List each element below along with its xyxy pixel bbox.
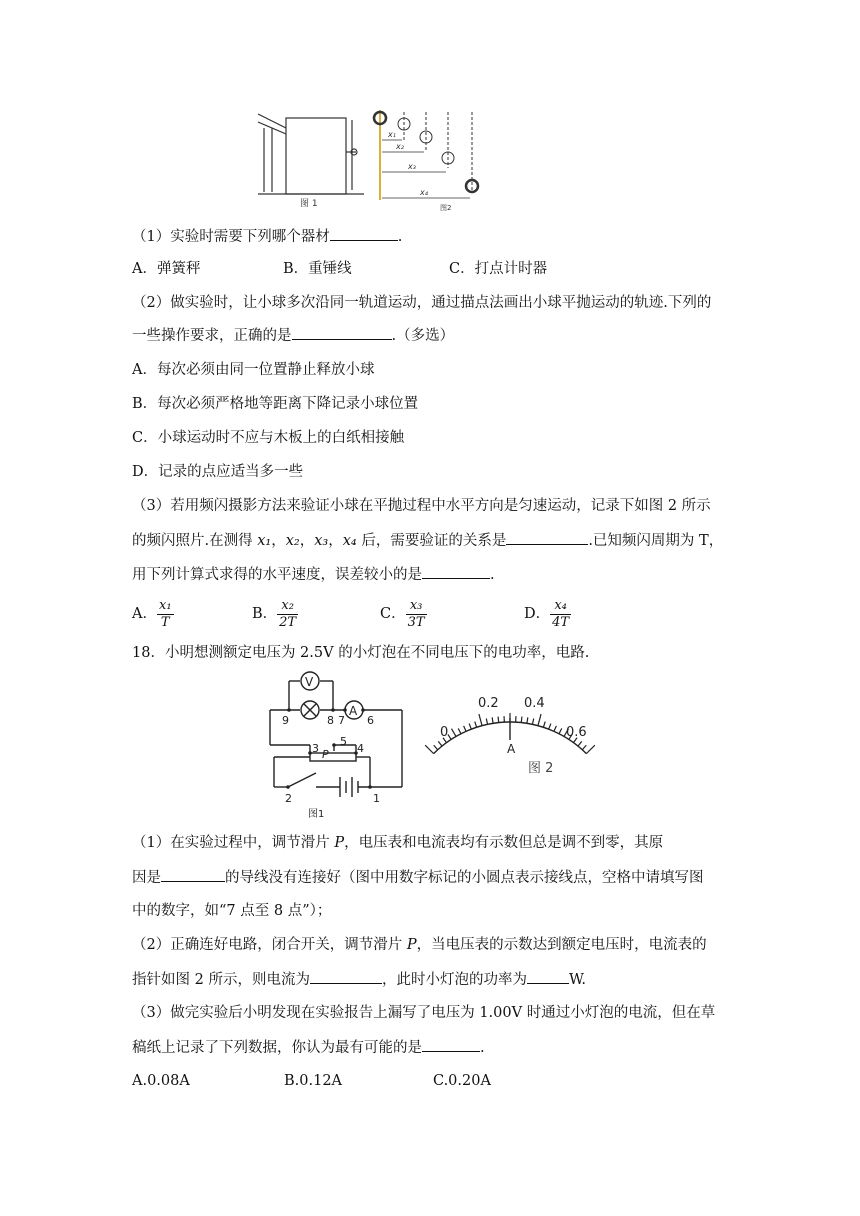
dial-tick bbox=[586, 745, 594, 753]
node-1: 1 bbox=[373, 792, 380, 805]
q17-p1-option-a: A．弹簧秤 bbox=[132, 261, 201, 277]
q17-p1-text: （1）实验时需要下列哪个器材 bbox=[132, 229, 330, 245]
tick-label-0: 0 bbox=[440, 725, 449, 740]
projectile-figure bbox=[0, 0, 860, 220]
q17-p2-line2: 一些操作要求，正确的是 .（多选） bbox=[132, 325, 454, 346]
x1-label: x₁ bbox=[388, 130, 396, 139]
ammeter-dial bbox=[0, 680, 860, 800]
q18-p3-option-b: B.0.12A bbox=[284, 1073, 343, 1089]
tick-label-0-4: 0.4 bbox=[524, 696, 545, 711]
q18-p3-option-c: C.0.20A bbox=[433, 1073, 491, 1089]
dial-tick bbox=[448, 734, 451, 739]
q18-stem: 18．小明想测额定电压为 2.5V 的小灯泡在不同电压下的电功率，电路. bbox=[132, 645, 590, 661]
dial-caption: 图 2 bbox=[528, 761, 554, 776]
dial-tick bbox=[486, 718, 487, 724]
q17-p3-option-a: A． $\frac{\text{x₁}}{T}$ bbox=[132, 597, 172, 630]
answer-blank[interactable] bbox=[310, 969, 382, 984]
q17-p3-option-c: C． $\frac{\text{x₃}}{3T}$ bbox=[380, 597, 425, 630]
dial-tick bbox=[498, 717, 499, 723]
dial-tick bbox=[469, 724, 471, 730]
q18-p1-line1: （1）在实验过程中，调节滑片 P，电压表和电流表均有示数但总是调不到零，其原 bbox=[132, 835, 664, 851]
q17-p1-option-b: B．重锤线 bbox=[283, 261, 352, 277]
ammeter-symbol: A bbox=[349, 704, 358, 718]
node-9: 9 bbox=[282, 714, 289, 727]
x3-label: x₃ bbox=[408, 162, 416, 171]
q17-p1-option-c: C．打点计时器 bbox=[449, 261, 548, 277]
q18-p2-line1: （2）正确连好电路，闭合开关，调节滑片 P，当电压表的示数达到额定电压时，电流表的 bbox=[132, 937, 707, 953]
q18-p1-line2: 因是 的导线没有连接好（图中用数字标记的小圆点表示接线点，空格中请填写图 bbox=[132, 867, 704, 888]
dial-tick bbox=[527, 717, 528, 723]
dial-tick bbox=[559, 728, 562, 733]
figure2-caption: 图2 bbox=[440, 204, 452, 212]
q18-p2-line2: 指针如图 2 所示，则电流为 ，此时小灯泡的功率为 W. bbox=[132, 969, 586, 990]
dial-tick bbox=[458, 728, 461, 733]
strobe-diagram bbox=[374, 110, 478, 200]
voltmeter-symbol: V bbox=[305, 675, 314, 689]
dial-tick bbox=[492, 717, 493, 723]
dial-tick bbox=[475, 722, 477, 728]
dial-tick bbox=[554, 726, 556, 731]
q18-p3-line2: 稿纸上记录了下列数据，你认为最有可能的是 . bbox=[132, 1037, 485, 1058]
dial-tick bbox=[549, 724, 551, 730]
dial-tick bbox=[479, 714, 482, 726]
dial-tick bbox=[582, 745, 586, 749]
node-7: 7 bbox=[338, 714, 345, 727]
tick-label-0-6: 0.6 bbox=[566, 725, 587, 740]
dial-tick bbox=[452, 729, 457, 737]
node-2: 2 bbox=[285, 792, 292, 805]
x2-label: x₂ bbox=[396, 142, 404, 151]
node-5: 5 bbox=[340, 735, 347, 748]
node-3: 3 bbox=[312, 742, 319, 755]
q17-p3-line1: （3）若用频闪摄影方法来验证小球在平抛过程中水平方向是匀速运动，记录下如图 2 所示 bbox=[132, 498, 711, 514]
figure1-caption: 图 1 bbox=[300, 199, 318, 209]
answer-blank[interactable] bbox=[422, 564, 490, 579]
dial-tick bbox=[464, 726, 466, 731]
apparatus-diagram bbox=[258, 114, 364, 194]
answer-blank[interactable] bbox=[422, 1037, 480, 1052]
dial-tick bbox=[425, 745, 433, 753]
q17-p3-option-d: D． $\frac{\text{x₄}}{4T}$ bbox=[524, 597, 570, 630]
dial-tick bbox=[438, 741, 442, 746]
node-8: 8 bbox=[327, 714, 334, 727]
q17-p2-option-a: A．每次必须由同一位置静止释放小球 bbox=[132, 362, 375, 378]
dial-tick bbox=[532, 718, 533, 724]
dial-tick bbox=[578, 741, 582, 746]
q17-p3-line2: 的频闪照片.在测得 x₁，x₂，x₃，x₄ 后，需要验证的关系是 .已知频闪周期为 T， bbox=[132, 530, 723, 551]
answer-blank[interactable] bbox=[330, 226, 398, 241]
q17-p2-line1: （2）做实验时，让小球多次沿同一轨道运动，通过描点法画出小球平抛运动的轨迹.下列的 bbox=[132, 295, 712, 311]
node-4: 4 bbox=[357, 742, 364, 755]
q17-p2-option-b: B．每次必须严格地等距离下降记录小球位置 bbox=[132, 396, 419, 412]
answer-blank[interactable] bbox=[292, 325, 392, 340]
q17-p3-option-b: B． $\frac{\text{x₂}}{2T}$ bbox=[252, 597, 297, 630]
dial-tick bbox=[538, 714, 541, 726]
q18-p3-option-a: A.0.08A bbox=[132, 1073, 190, 1089]
x4-label: x₄ bbox=[420, 188, 428, 197]
dial-tick bbox=[434, 745, 438, 749]
dial-tick bbox=[543, 722, 545, 728]
answer-blank[interactable] bbox=[527, 969, 569, 984]
q18-p1-line3: 中的数字，如“7 点至 8 点”）； bbox=[132, 903, 332, 919]
q17-p2-option-c: C．小球运动时不应与木板上的白纸相接触 bbox=[132, 430, 405, 446]
q17-p3-line3: 用下列计算式求得的水平速度，误差较小的是 . bbox=[132, 564, 495, 585]
pointer-label: A bbox=[507, 742, 516, 756]
q18-p3-line1: （3）做完实验后小明发现在实验报告上漏写了电压为 1.00V 时通过小灯泡的电流，但在草 bbox=[132, 1005, 716, 1021]
answer-blank[interactable] bbox=[161, 867, 225, 882]
tick-label-0-2: 0.2 bbox=[478, 696, 499, 711]
q17-p2-option-d: D．记录的点应适当多一些 bbox=[132, 464, 304, 480]
circuit-caption: 图1 bbox=[308, 809, 325, 820]
node-6: 6 bbox=[367, 714, 374, 727]
q17-p1: （1）实验时需要下列哪个器材 . bbox=[132, 226, 402, 247]
slider-p: P bbox=[322, 748, 329, 761]
answer-blank[interactable] bbox=[506, 530, 588, 545]
dial-tick bbox=[521, 717, 522, 723]
